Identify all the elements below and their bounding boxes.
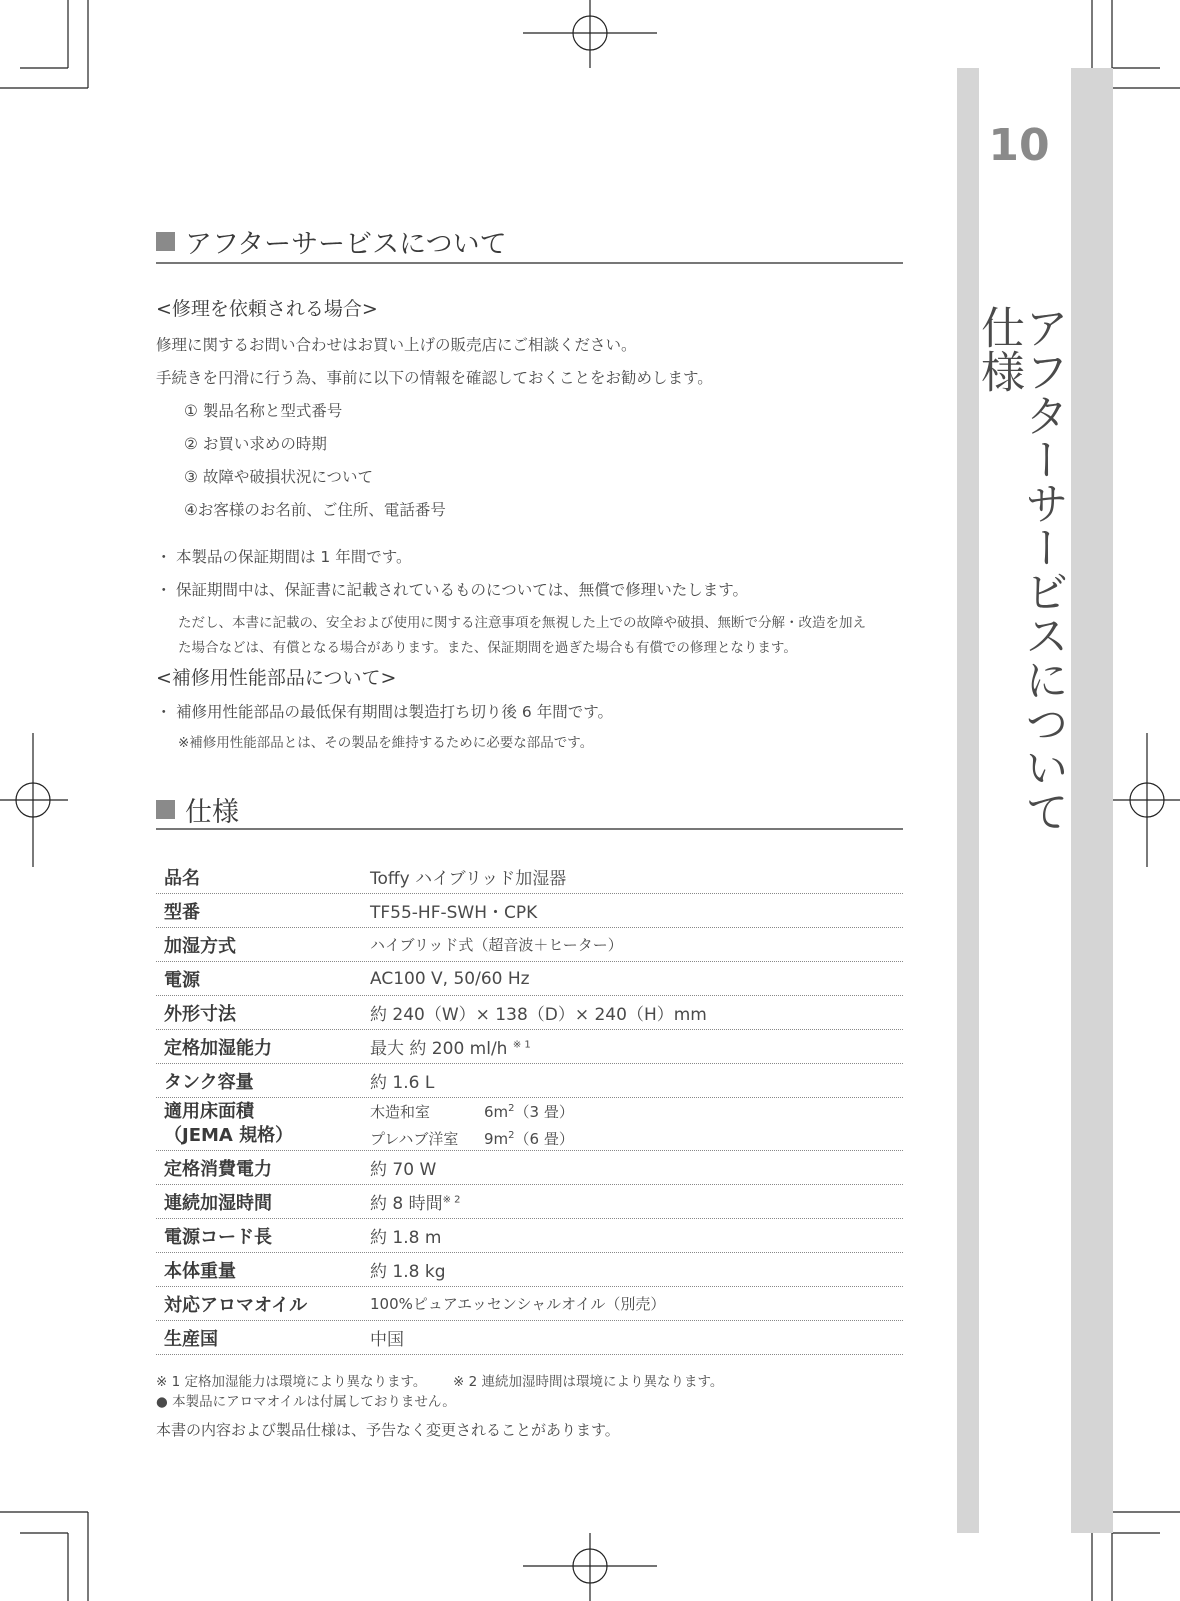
warranty-note-line: ただし、本書に記載の、安全および使用に関する注意事項を無視した上での故障や破損、無断で分解・改造を加え <box>178 615 866 631</box>
warranty-note-line: た場合などは、有償となる場合があります。また、保証期間を過ぎた場合も有償での修理となります。 <box>178 640 797 656</box>
spec-row <box>156 1098 903 1151</box>
spec-key: 品名 <box>164 867 200 889</box>
spec-heading-text: 仕様 <box>185 797 239 828</box>
parts-heading: <補修用性能部品について> <box>156 667 397 689</box>
chapter-title-main: アフターサービスについて <box>1017 305 1068 833</box>
spec-row <box>156 962 903 996</box>
area-line: 木造和室 $6m^2(3$ 畳） <box>370 1103 574 1121</box>
heading-rule <box>156 262 903 264</box>
spec-value: AC100 V, 50/60 Hz <box>370 968 530 989</box>
spec-value: TF55-HF-SWH・CPK <box>370 903 538 923</box>
spec-key: 対応アロマオイル <box>164 1294 308 1316</box>
spec-value: 約 240（W）× 138（D）× 240（H）mm <box>370 1005 707 1025</box>
spec-value: 最大 約 200 ml/h $^{※ 1}$ <box>370 1039 531 1059</box>
chapter-number: 10 <box>988 120 1050 171</box>
chapter-tab-right-band <box>1071 68 1113 1533</box>
chapter-tab-left-band <box>957 68 979 1533</box>
spec-row <box>156 1030 903 1064</box>
spec-key: 定格加湿能力 <box>164 1037 272 1059</box>
spec-heading <box>156 790 239 829</box>
spec-row <box>156 928 903 962</box>
area-line: プレハブ洋室 $9m^2(6$ 畳） <box>370 1130 574 1148</box>
spec-key: 電源 <box>164 969 200 991</box>
repair-heading: <修理を依頼される場合> <box>156 298 378 320</box>
spec-value: 約 1.8 kg <box>370 1262 446 1282</box>
spec-row <box>156 1253 903 1287</box>
spec-key: 連続加湿時間 <box>164 1192 272 1214</box>
heading-rule <box>156 828 903 830</box>
parts-bullet: ・ 補修用性能部品の最低保有期間は製造打ち切り後 6 年間です。 <box>156 703 613 721</box>
spec-value <box>370 1097 903 1151</box>
repair-item: ③ 故障や破損状況について <box>184 468 374 486</box>
spec-row <box>156 894 903 928</box>
spec-row <box>156 1064 903 1098</box>
spec-key: 生産国 <box>164 1328 218 1350</box>
spec-value: 約 1.8 m <box>370 1228 442 1248</box>
spec-key: 適用床面積 （JEMA 規格） <box>164 1101 294 1146</box>
spec-value: Toffy ハイブリッド加湿器 <box>370 869 567 889</box>
repair-item: ④お客様のお名前、ご住所、電話番号 <box>184 501 446 519</box>
spec-key: 定格消費電力 <box>164 1158 272 1180</box>
repair-item: ① 製品名称と型式番号 <box>184 402 343 420</box>
spec-table <box>156 860 903 1355</box>
spec-row <box>156 996 903 1030</box>
spec-value: 約 1.6 L <box>370 1073 435 1093</box>
spec-row <box>156 1287 903 1321</box>
spec-value: 100%ピュアエッセンシャルオイル（別売） <box>370 1295 666 1313</box>
spec-key: 外形寸法 <box>164 1003 236 1025</box>
footnote-ref: ※ 1 <box>512 1039 531 1051</box>
spec-row <box>156 860 903 894</box>
repair-item: ② お買い求めの時期 <box>184 435 327 453</box>
footnote-1: ※ 1 定格加湿能力は環境により異なります。 <box>156 1374 427 1390</box>
spec-value: 約 8 時間$^{※ 2}$ <box>370 1194 461 1214</box>
chapter-title-sub: 仕様 <box>973 305 1024 393</box>
after-service-heading-text: アフターサービスについて <box>185 229 507 260</box>
heading-square-icon <box>156 232 175 251</box>
spec-value: 中国 <box>370 1330 404 1350</box>
spec-key: 型番 <box>164 901 200 923</box>
parts-note: ※補修用性能部品とは、その製品を維持するために必要な部品です。 <box>178 735 594 751</box>
spec-row <box>156 1321 903 1355</box>
after-service-heading <box>156 222 507 261</box>
warranty-bullet: ・ 保証期間中は、保証書に記載されているものについては、無償で修理いたします。 <box>156 581 748 599</box>
spec-key: タンク容量 <box>164 1071 254 1093</box>
spec-row <box>156 1219 903 1253</box>
footnote-2: ※ 2 連続加湿時間は環境により異なります。 <box>453 1374 724 1390</box>
spec-row <box>156 1185 903 1219</box>
spec-row <box>156 1151 903 1185</box>
spec-key: 本体重量 <box>164 1260 236 1282</box>
spec-value: 約 70 W <box>370 1160 437 1180</box>
spec-key: 加湿方式 <box>164 935 236 957</box>
repair-paragraph-1: 修理に関するお問い合わせはお買い上げの販売店にご相談ください。 <box>156 336 637 354</box>
footnote-4: 本書の内容および製品仕様は、予告なく変更されることがあります。 <box>156 1421 620 1439</box>
footnote-ref: ※ 2 <box>442 1194 461 1206</box>
footnote-3: ● 本製品にアロマオイルは付属しておりません。 <box>156 1394 456 1410</box>
spec-key: 電源コード長 <box>164 1226 272 1248</box>
repair-paragraph-2: 手続きを円滑に行う為、事前に以下の情報を確認しておくことをお勧めします。 <box>156 369 713 387</box>
spec-value: ハイブリッド式（超音波＋ヒーター） <box>370 936 623 954</box>
heading-square-icon <box>156 800 175 819</box>
warranty-bullet: ・ 本製品の保証期間は 1 年間です。 <box>156 548 412 566</box>
